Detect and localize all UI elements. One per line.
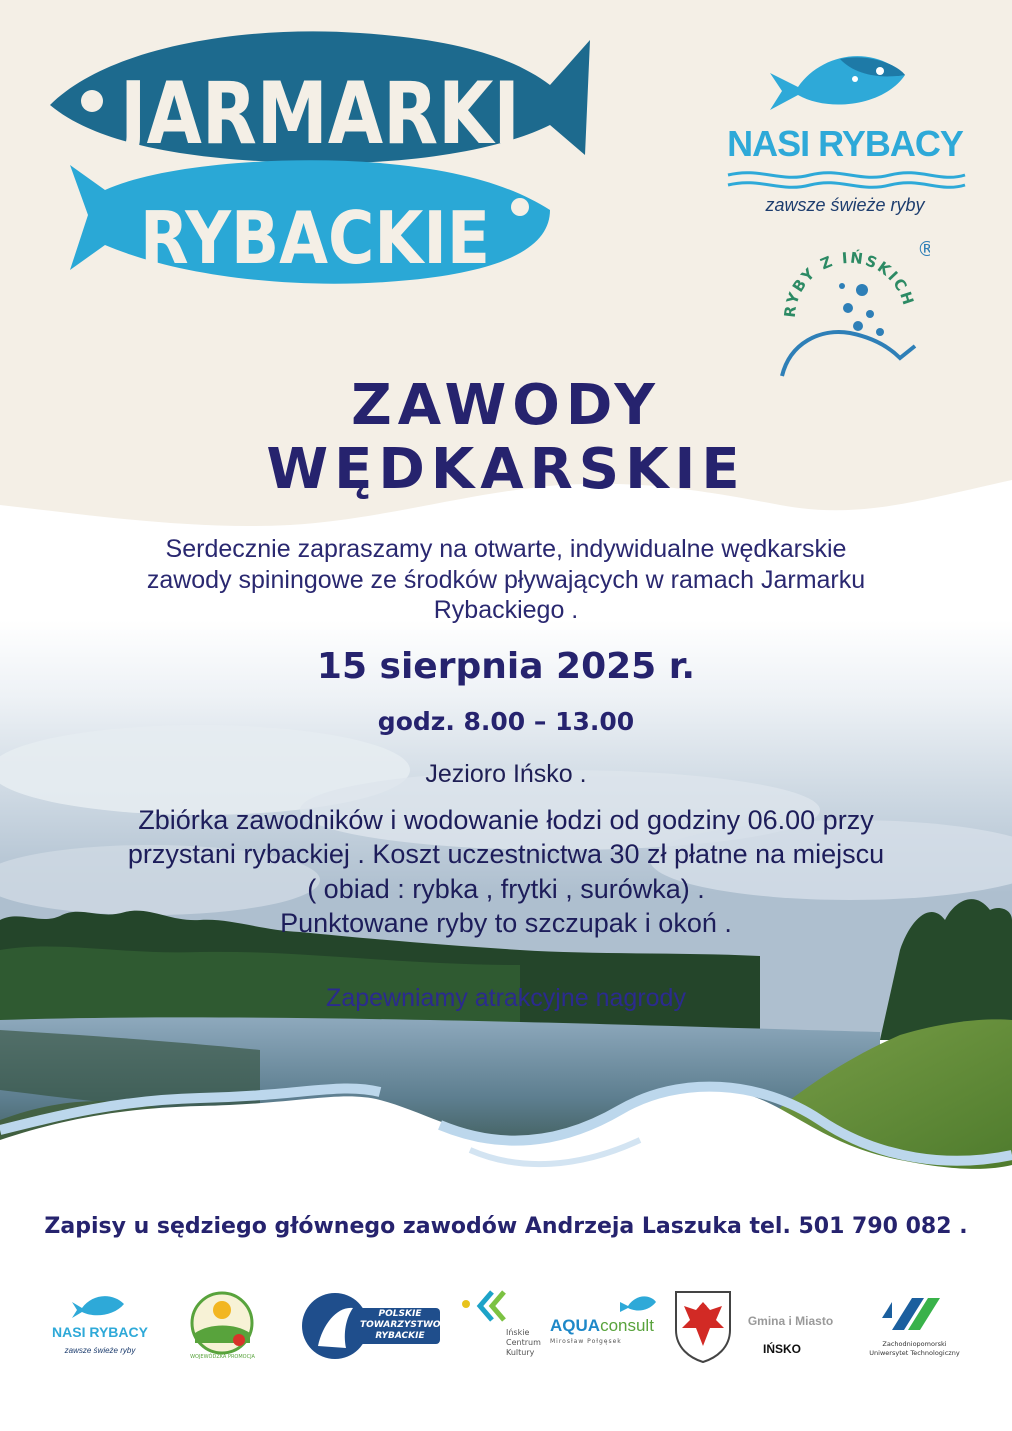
details-line-2: przystani rybackiej . Koszt uczestnictwa 30 zł płatne na miejscu <box>127 839 885 870</box>
sponsor-insko-coat-of-arms <box>672 1288 734 1378</box>
sponsor-aquaconsult-logo <box>550 1288 660 1378</box>
ick-line-1: Ińskie <box>506 1328 530 1337</box>
aqua-wordmark <box>550 1316 660 1336</box>
intro-line-3: Rybackiego . <box>433 596 579 624</box>
aqua-sub: Mirosław Połgęsek <box>550 1338 622 1345</box>
signup-info: Zapisy u sędziego głównego zawodów Andrzeja Laszuka tel. 501 790 082 . <box>44 1214 968 1239</box>
intro-line-1: Serdecznie zapraszamy na otwarte, indywidualne wędkarskie <box>165 535 847 563</box>
nasi-title: NASI RYBACY <box>727 123 963 164</box>
sponsor-nasi-title: NASI RYBACY <box>52 1324 148 1340</box>
sponsor-nasi-tagline: zawsze świeże ryby <box>64 1346 136 1355</box>
nasi-tagline: zawsze świeże ryby <box>765 195 925 215</box>
title-line-1: ZAWODY <box>351 373 661 438</box>
insko-label: IŃSKO <box>762 1342 801 1356</box>
ryby-z-inskich-jezior-logo <box>770 228 930 378</box>
logo-line1: JARMARKI <box>115 64 520 164</box>
zut-text <box>862 1340 967 1358</box>
sponsor-promocja-logo <box>185 1288 260 1378</box>
event-date: 15 sierpnia 2025 r. <box>316 646 696 687</box>
zut-line-2: Uniwersytet Technologiczny <box>869 1349 960 1357</box>
title-line-2: WĘDKARSKIE <box>266 437 746 502</box>
registered-mark: ® <box>917 237 930 261</box>
details-line-3: ( obiad : rybka , frytki , surówka) . <box>307 873 705 904</box>
details-line-1: Zbiórka zawodników i wodowanie łodzi od godziny 06.00 przy <box>138 805 874 835</box>
event-details <box>40 803 972 940</box>
sponsor-zut-logo <box>862 1288 967 1378</box>
aqua-part-b: consult <box>600 1316 654 1335</box>
sponsor-gmina-insko <box>738 1288 843 1378</box>
prizes-note: Zapewniamy atrakcyjne nagrody <box>326 984 686 1012</box>
intro-line-2: zawody spiningowe ze środków pływających w ramach Jarmarku <box>146 565 866 594</box>
logo-line2: RYBACKIE <box>140 196 490 280</box>
sponsor-ptr-text <box>360 1309 440 1342</box>
ptr-line-3: RYBACKIE <box>375 1331 425 1341</box>
jarmarki-rybackie-logo <box>30 15 600 295</box>
ick-line-2: Centrum <box>506 1338 541 1347</box>
gmina-label: Gmina i Miasto <box>747 1314 834 1328</box>
intro-paragraph <box>40 534 972 626</box>
sponsor-promo-label: WOJEWÓDZKA PROMOCJA <box>190 1354 255 1360</box>
sponsor-nasi-rybacy-logo <box>50 1288 150 1378</box>
aqua-part-a: AQUA <box>550 1316 601 1335</box>
ring-text: RYBY Z IŃSKICH <box>780 248 918 319</box>
nasi-rybacy-logo <box>720 35 970 225</box>
ick-line-3: Kultury <box>506 1348 535 1357</box>
ptr-line-2: TOWARZYSTWO <box>360 1320 441 1330</box>
event-hours: godz. 8.00 – 13.00 <box>377 707 635 736</box>
ptr-line-1: POLSKIE <box>378 1309 422 1319</box>
zut-line-1: Zachodniopomorski <box>882 1340 947 1348</box>
details-line-4: Punktowane ryby to szczupak i okoń . <box>280 907 732 938</box>
event-place: Jezioro Ińsko . <box>425 760 587 788</box>
sponsor-ick-logo <box>460 1288 541 1378</box>
sponsor-ptr-logo <box>298 1288 443 1378</box>
